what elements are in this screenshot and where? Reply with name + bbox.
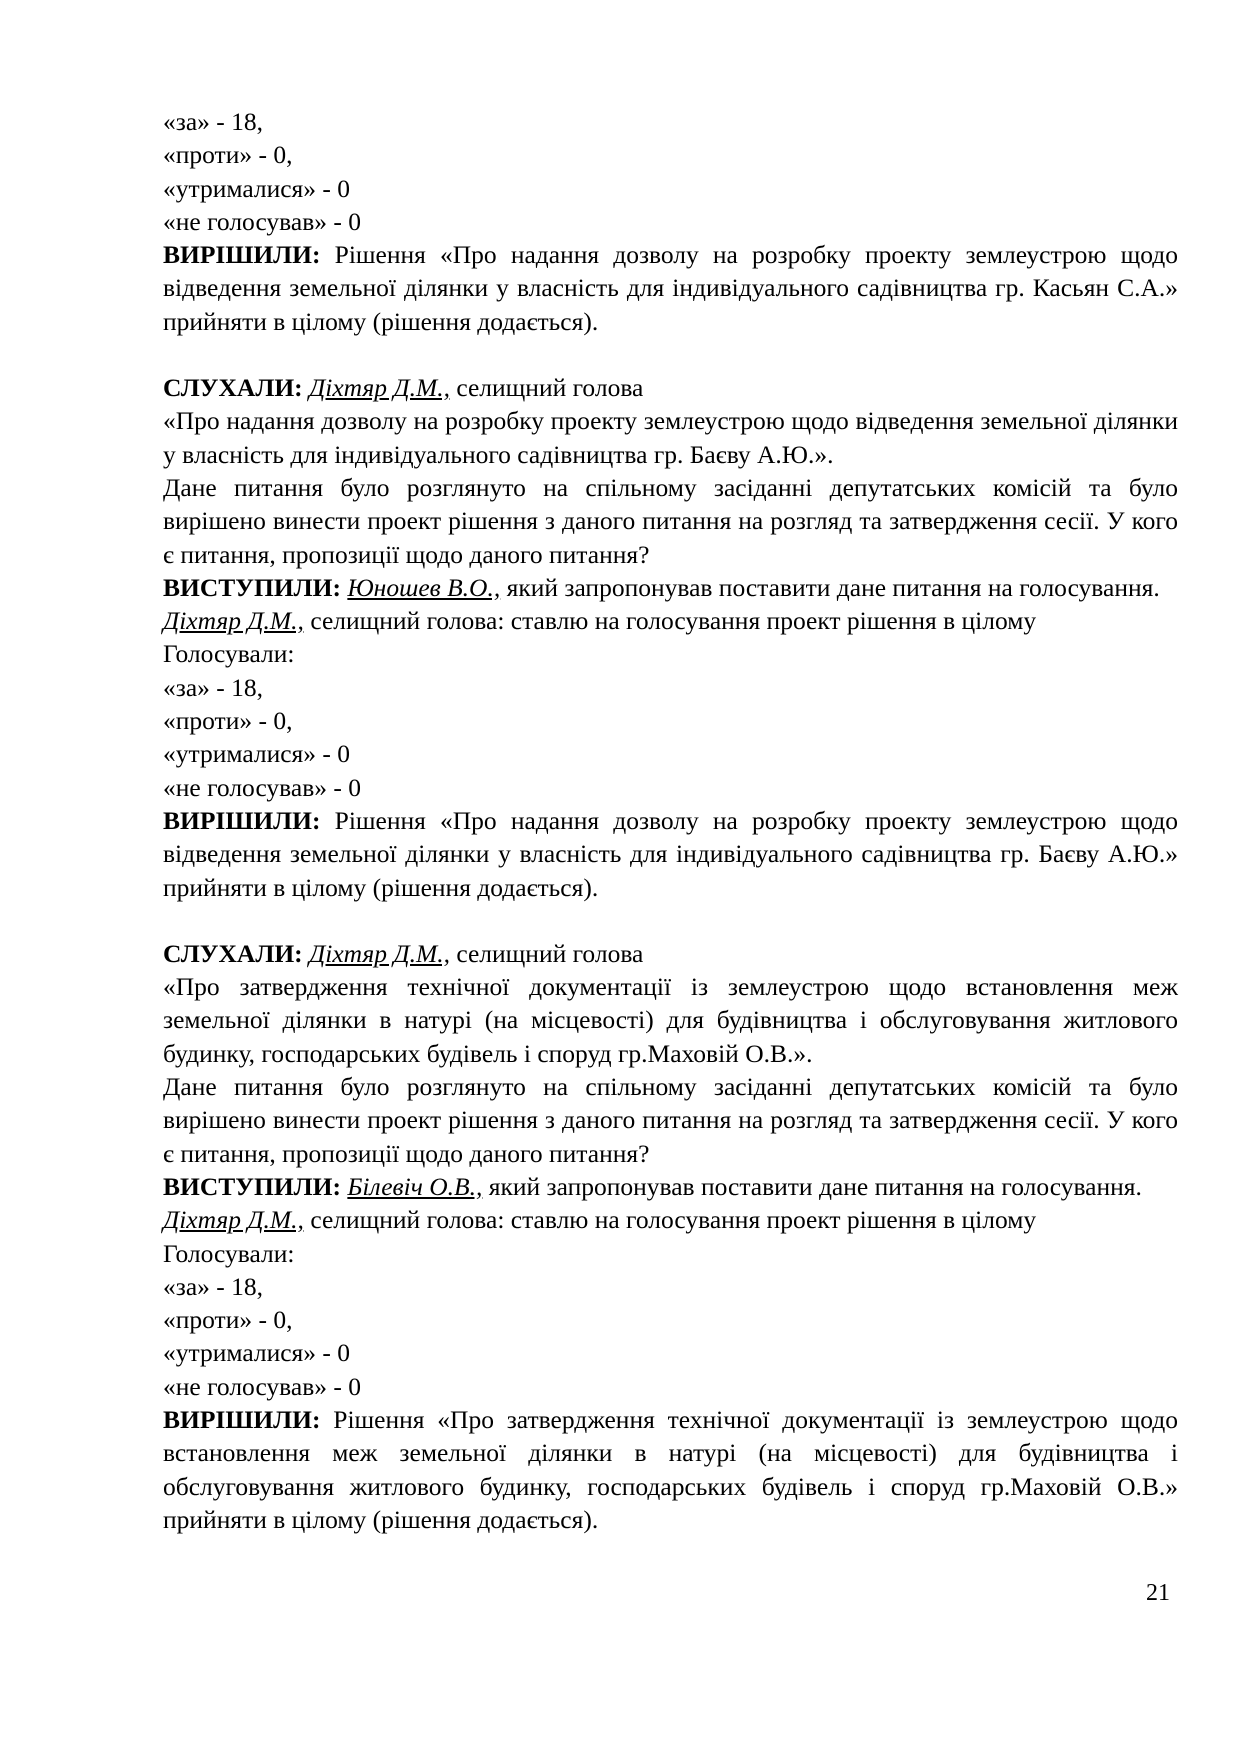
spacer <box>163 338 1178 371</box>
decision-text: Рішення «Про надання дозволу на розробку проекту землеустрою щодо відведення земельної ділянки у власність для індивідуального садівництва гр. Касьян С.А.» прийняти в цілому (рішення додається). <box>163 240 1178 336</box>
vote-against: «проти» - 0, <box>163 706 293 736</box>
vote-against: «проти» - 0, <box>163 140 293 170</box>
heard-label: СЛУХАЛИ: <box>163 373 303 403</box>
chair-text: селищний голова: ставлю на голосування проект рішення в цілому <box>303 1205 1037 1235</box>
intro-paragraph: Дане питання було розглянуто на спільному засіданні депутатських комісій та було вирішено винести проект рішення з даного питання на розгляд та затвердження сесії. У кого є питання, пропозиції щодо даного питання? <box>163 1072 1178 1168</box>
chair-paragraph <box>163 1203 1178 1236</box>
topic-paragraph: «Про надання дозволу на розробку проекту землеустрою щодо відведення земельної ділянки у власність для індивідуального садівництва гр. Баєву А.Ю.». <box>163 406 1178 469</box>
vote-abstained: «утрималися» - 0 <box>163 1338 351 1368</box>
spoke-label: ВИСТУПИЛИ: <box>163 1171 341 1201</box>
voted-label: Голосували: <box>163 1238 295 1268</box>
vote-against: «проти» - 0, <box>163 1305 293 1335</box>
decision-paragraph <box>163 1403 1178 1536</box>
vote-not-voted: «не голосував» - 0 <box>163 1371 361 1401</box>
chair-name: Діхтяр Д.М., <box>163 1205 304 1235</box>
decided-label: ВИРІШИЛИ: <box>163 240 321 270</box>
vote-not-voted: «не голосував» - 0 <box>163 772 361 802</box>
spoke-label: ВИСТУПИЛИ: <box>163 572 341 602</box>
heard-speaker: Діхтяр Д.М., <box>309 938 450 968</box>
chair-paragraph <box>163 604 1178 637</box>
spoke-text: який запропонував поставити дане питання на голосування. <box>482 1171 1142 1201</box>
decision-text: Рішення «Про надання дозволу на розробку проекту землеустрою щодо відведення земельної ділянки у власність для індивідуального садівництва гр. Баєву А.Ю.» прийняти в цілому (рішення додається). <box>163 805 1178 902</box>
topic-paragraph: «Про затвердження технічної документації із землеустрою щодо встановлення меж земельної ділянки в натурі (на місцевості) для будівництва і обслуговування житлового будинку, господарських будівель і споруд гр.Маховій О.В.». <box>163 972 1178 1068</box>
spoke-paragraph <box>163 571 1178 604</box>
voted-label: Голосували: <box>163 639 295 669</box>
vote-for: «за» - 18, <box>163 1271 264 1301</box>
vote-abstained: «утрималися» - 0 <box>163 739 351 769</box>
decided-label: ВИРІШИЛИ: <box>163 1404 321 1434</box>
vote-not-voted: «не голосував» - 0 <box>163 206 361 236</box>
heard-role: селищний голова <box>449 938 644 968</box>
chair-name: Діхтяр Д.М., <box>163 606 304 636</box>
decision-paragraph <box>163 804 1178 904</box>
decided-label: ВИРІШИЛИ: <box>163 805 321 835</box>
decision-paragraph <box>163 238 1178 338</box>
vote-abstained: «утрималися» - 0 <box>163 173 351 203</box>
document-body <box>163 105 1178 1536</box>
heard-paragraph <box>163 937 1178 970</box>
heard-label: СЛУХАЛИ: <box>163 938 303 968</box>
heard-role: селищний голова <box>449 373 644 403</box>
chair-text: селищний голова: ставлю на голосування проект рішення в цілому <box>303 606 1037 636</box>
vote-for: «за» - 18, <box>163 107 264 136</box>
intro-paragraph: Дане питання було розглянуто на спільному засіданні депутатських комісій та було вирішено винести проект рішення з даного питання на розгляд та затвердження сесії. У кого є питання, пропозиції щодо даного питання? <box>163 472 1178 569</box>
heard-speaker: Діхтяр Д.М., <box>309 373 450 403</box>
page-number: 21 <box>1146 1580 1170 1606</box>
heard-paragraph <box>163 371 1178 404</box>
spacer <box>163 904 1178 937</box>
vote-for: «за» - 18, <box>163 672 264 702</box>
spoke-text: який запропонував поставити дане питання на голосування. <box>500 572 1160 602</box>
decision-text: Рішення «Про затвердження технічної документації із землеустрою щодо встановлення меж земельної ділянки в натурі (на місцевості) для будівництва і обслуговування житлового будинку, господарських будівель і споруд гр.Маховій О.В.» прийняти в цілому (рішення додається). <box>163 1404 1178 1534</box>
spoke-paragraph <box>163 1170 1178 1203</box>
spoke-speaker: Білевіч О.В., <box>347 1171 483 1201</box>
spoke-speaker: Юношев В.О., <box>347 572 501 602</box>
